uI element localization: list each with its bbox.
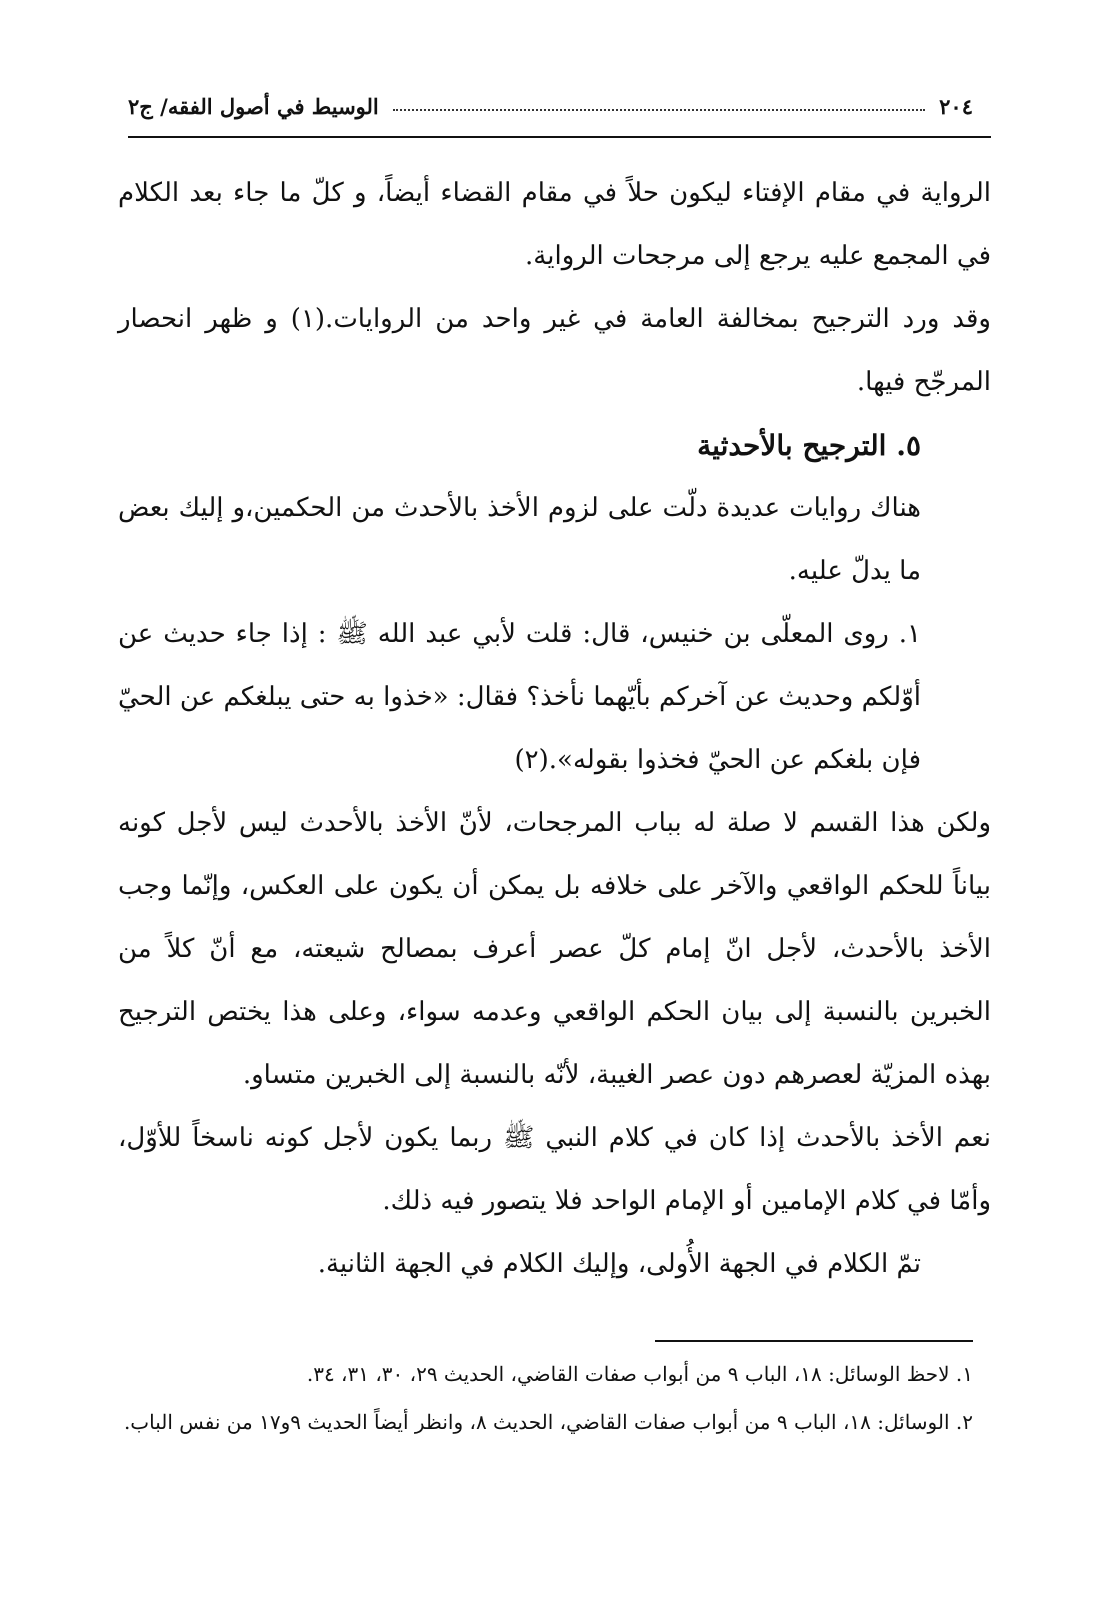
paragraph-7: تمّ الكلام في الجهة الأُولى، وإليك الكلام في الجهة الثانية. (317, 1249, 921, 1279)
footnote-2: ٢. الوسائل: ١٨، الباب ٩ من أبواب صفات القاضي، الحديث ٨، وانظر أيضاً الحديث ٩و١٧ من نفس الباب. (123, 1410, 973, 1434)
running-header (128, 84, 973, 128)
book-title: الوسيط في أصول الفقه/ ج٢ (128, 93, 379, 119)
paragraph-4: ١. روى المعلّى بن خنيس، قال: قلت لأبي عبد الله ﷺ : إذا جاء حديث عن أوّلكم وحديث عن آخركم بأيّهما نأخذ؟ فقال: «خذوا به حتى يبلغكم عن الحيّ فإن بلغكم عن الحيّ فخذوا بقوله».(٢) (118, 619, 921, 775)
footnotes (100, 1350, 973, 1446)
paragraph-5: ولكن هذا القسم لا صلة له بباب المرجحات، لأنّ الأخذ بالأحدث ليس لأجل كونه بياناً للحكم الواقعي والآخر على خلافه بل يمكن أن يكون على العكس، وإنّما وجب الأخذ بالأحدث، لأجل انّ إمام كلّ عصر أعرف بمصالح شيعته، مع أنّ كلاً من الخبرين بالنسبة إلى بيان الحكم الواقعي وعدمه سواء، وعلى هذا يختص الترجيح بهذه المزيّة لعصرهم دون عصر الغيبة، لأنّه بالنسبة إلى الخبرين متساو. (118, 808, 991, 1090)
paragraph-6: نعم الأخذ بالأحدث إذا كان في كلام النبي ﷺ ربما يكون لأجل كونه ناسخاً للأوّل، وأمّا في كلام الإمامين أو الإمام الواحد فلا يتصور فيه ذلك. (118, 1123, 991, 1216)
header-dot-leader (393, 109, 925, 111)
main-text (118, 162, 991, 1296)
footnote-rule (655, 1340, 973, 1342)
paragraph-2: وقد ورد الترجيح بمخالفة العامة في غير واحد من الروايات.(١) و ظهر انحصار المرجّح فيها. (118, 304, 991, 397)
page-number: ٢٠٤ (939, 93, 973, 119)
paragraph-1: الرواية في مقام الإفتاء ليكون حلاً في مقام القضاء أيضاً، و كلّ ما جاء بعد الكلام في المجمع عليه يرجع إلى مرجحات الرواية. (118, 178, 991, 271)
header-rule (128, 136, 991, 138)
section-heading: ٥. الترجيح بالأحدثية (697, 429, 921, 462)
footnote-1: ١. لاحظ الوسائل: ١٨، الباب ٩ من أبواب صفات القاضي، الحديث ٢٩، ٣٠، ٣١، ٣٤. (306, 1362, 973, 1386)
paragraph-3: هناك روايات عديدة دلّت على لزوم الأخذ بالأحدث من الحكمين،و إليك بعض ما يدلّ عليه. (118, 493, 921, 586)
